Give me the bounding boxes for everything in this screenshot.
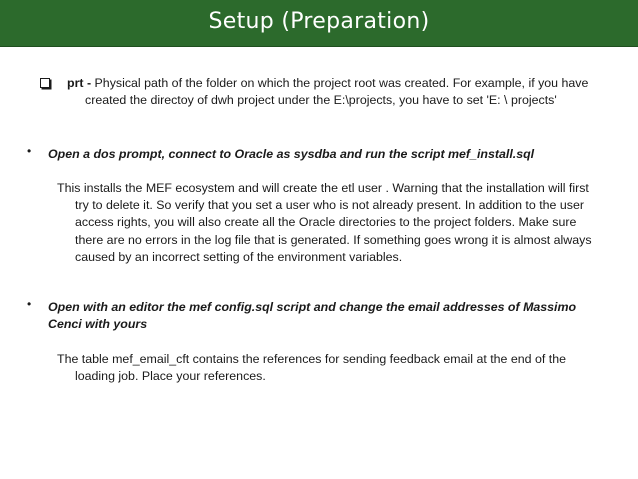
checkbox-icon <box>40 78 50 88</box>
title-bar <box>0 0 638 47</box>
bullet-dot: • <box>27 297 32 311</box>
bullet-heading-config: Open with an editor the mef config.sql script and change the email addresses of Massimo Cenci with yours <box>48 300 577 332</box>
slide-title: Setup (Preparation) <box>208 9 430 34</box>
bullet-heading-install: Open a dos prompt, connect to Oracle as sysdba and run the script mef_install.sql <box>48 147 535 161</box>
prt-parameter-item <box>40 75 600 109</box>
install-description: This installs the MEF ecosystem and will create the etl user . Warning that the installation will first try to delete it. So verify that you set a user who is not already present. In addition to the user access rights, you will also create all the Oracle directories to the project folders. Make sure there are no errors in the log file that is generated. If something goes wrong it is almost always caused by an incorrect setting of the environment variables. <box>57 181 592 264</box>
prt-description <box>67 75 600 109</box>
prt-term: prt - <box>67 76 92 90</box>
bullet-dot: • <box>27 144 32 158</box>
prt-text: Physical path of the folder on which the project root was created. For example, if you have created the directoy of dwh project under the E:\projects, you have to set 'E: \ projects' <box>85 76 589 108</box>
config-description: The table mef_email_cft contains the references for sending feedback email at the end of the loading job. Place your references. <box>57 352 567 384</box>
